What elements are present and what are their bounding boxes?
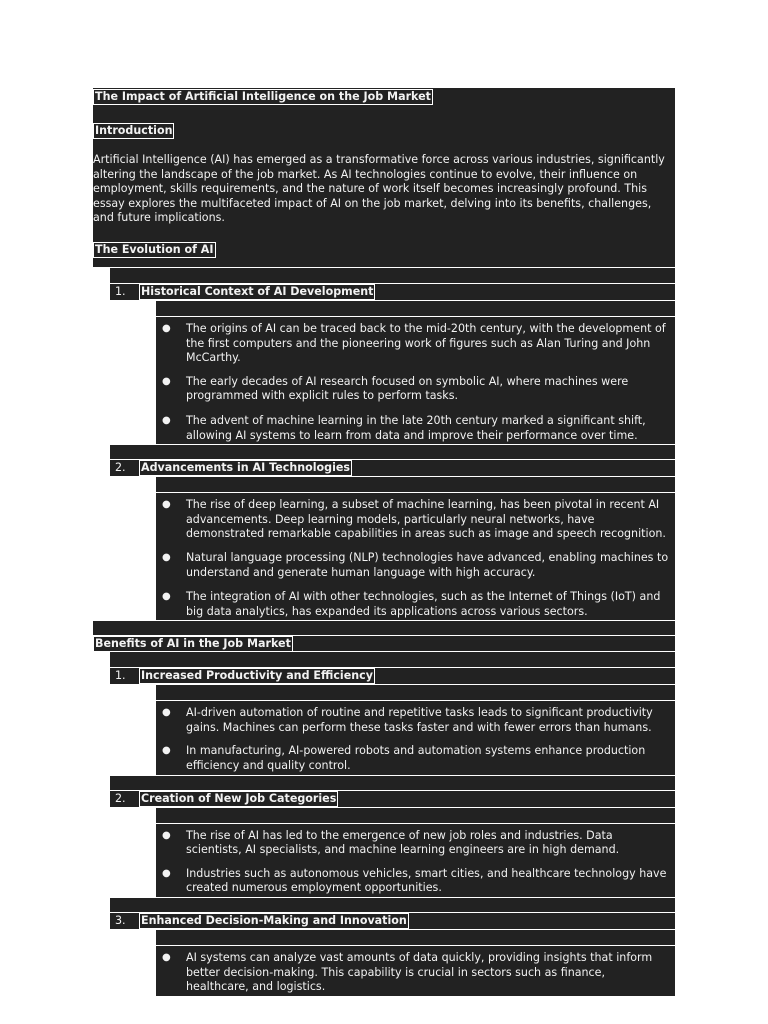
spacer-row <box>110 775 675 791</box>
list-item-text: The early decades of AI research focused on symbolic AI, where machines were programmed with explicit rules to perform tasks. <box>186 374 629 403</box>
list-item-text: The integration of AI with other technologies, such as the Internet of Things (IoT) and big data analytics, has expanded its applications across various sectors. <box>186 590 661 618</box>
subsection-heading-new-jobs: Creation of New Job Categories <box>141 791 337 805</box>
spacer-row <box>93 620 675 636</box>
document-title: The Impact of Artificial Intelligence on the Job Market <box>95 90 431 103</box>
intro-heading-row <box>93 118 675 147</box>
bullet-icon: ● <box>162 867 171 879</box>
list-item-text: The origins of AI can be traced back to the mid-20th century, with the development of the first computers and the pioneering work of figures such as Alan Turing and John McCarthy. <box>186 321 666 365</box>
bullet-list <box>156 493 675 620</box>
list-item <box>156 703 675 738</box>
list-item-text: AI-driven automation of routine and repetitive tasks leads to significant productivity gains. Machines can perform these tasks faster and with fewer errors than humans. <box>186 706 653 734</box>
list-item-text: The rise of AI has led to the emergence of new job roles and industries. Data scientists, AI specialists, and machine learning engineers are in high demand. <box>186 828 620 857</box>
bullet-icon: ● <box>162 322 171 334</box>
subsection-heading-historical: Historical Context of AI Development <box>141 284 374 298</box>
bullet-list <box>156 701 675 774</box>
list-item-text: The advent of machine learning in the late 20th century marked a significant shift, allowing AI systems to learn from data and improve their performance over time. <box>186 413 646 442</box>
section-heading-row <box>93 636 675 652</box>
list-item-text: The rise of deep learning, a subset of machine learning, has been pivotal in recent AI advancements. Deep learning models, particularly neural networks, have demonstrated remarkable capabilities in areas such as image and speech recognition. <box>186 498 666 541</box>
bullet-icon: ● <box>162 414 171 426</box>
bullet-icon: ● <box>162 375 171 387</box>
subsection-heading-row <box>110 668 675 685</box>
list-item <box>156 369 675 407</box>
spacer-row <box>110 897 675 913</box>
list-item <box>156 583 675 620</box>
bullet-list <box>156 946 675 996</box>
subsection-heading-row <box>110 913 675 930</box>
bullet-icon: ● <box>162 499 171 511</box>
list-item-text: Industries such as autonomous vehicles, smart cities, and healthcare technology have created numerous employment opportunities. <box>186 866 667 895</box>
list-item <box>156 738 675 774</box>
list-item <box>156 319 675 369</box>
list-item <box>156 826 675 861</box>
bullet-icon: ● <box>162 952 171 964</box>
intro-paragraph: Artificial Intelligence (AI) has emerged as a transformative force across various industries, significantly altering the landscape of the job market. As AI technologies continue to evolve, their influence on employment, skills requirements, and the nature of work itself becomes increasingly profound. This essay explores the multifaceted impact of AI on the job market, delving into its benefits, challenges, and future implications. <box>93 153 665 225</box>
list-item-text: AI systems can analyze vast amounts of data quickly, providing insights that inform better decision-making. This capability is crucial in sectors such as finance, healthcare, and logistics. <box>186 951 653 994</box>
intro-paragraph-block <box>93 147 675 234</box>
subsection-number: 2. <box>115 791 126 805</box>
subsection-number: 1. <box>115 284 126 298</box>
list-item <box>156 495 675 545</box>
subsection-number: 2. <box>115 461 126 475</box>
spacer-row <box>156 930 675 946</box>
subsection-number: 3. <box>115 914 126 928</box>
section-heading-evolution: The Evolution of AI <box>95 242 214 256</box>
list-item <box>156 861 675 897</box>
title-row <box>93 88 675 118</box>
spacer-row <box>156 685 675 701</box>
bullet-icon: ● <box>162 829 171 841</box>
spacer-row <box>110 652 675 668</box>
document-body <box>93 88 675 996</box>
section-heading-benefits: Benefits of AI in the Job Market <box>95 637 291 651</box>
subsection-heading-advancements: Advancements in AI Technologies <box>141 461 351 475</box>
subsection-heading-row <box>110 460 675 477</box>
spacer-row <box>110 444 675 460</box>
spacer-row <box>156 301 675 317</box>
spacer-row <box>156 477 675 493</box>
spacer-row <box>110 268 675 284</box>
subsection-heading-decision-making: Enhanced Decision-Making and Innovation <box>141 914 407 928</box>
bullet-icon: ● <box>162 707 171 719</box>
bullet-icon: ● <box>162 591 171 603</box>
bullet-icon: ● <box>162 745 171 757</box>
list-item <box>156 948 675 996</box>
subsection-heading-row <box>110 791 675 808</box>
bullet-icon: ● <box>162 551 171 563</box>
subsection-heading-row <box>110 284 675 301</box>
bullet-list <box>156 824 675 897</box>
bullet-list <box>156 317 675 444</box>
list-item <box>156 407 675 444</box>
spacer-row <box>156 808 675 824</box>
section-heading-row <box>93 234 675 268</box>
list-item-text: Natural language processing (NLP) technologies have advanced, enabling machines to understand and generate human language with high accuracy. <box>186 550 669 579</box>
list-item <box>156 545 675 583</box>
subsection-number: 1. <box>115 669 126 683</box>
list-item-text: In manufacturing, AI-powered robots and automation systems enhance production efficiency and quality control. <box>186 744 646 773</box>
subsection-heading-productivity: Increased Productivity and Efficiency <box>141 669 373 683</box>
intro-heading: Introduction <box>95 124 173 137</box>
